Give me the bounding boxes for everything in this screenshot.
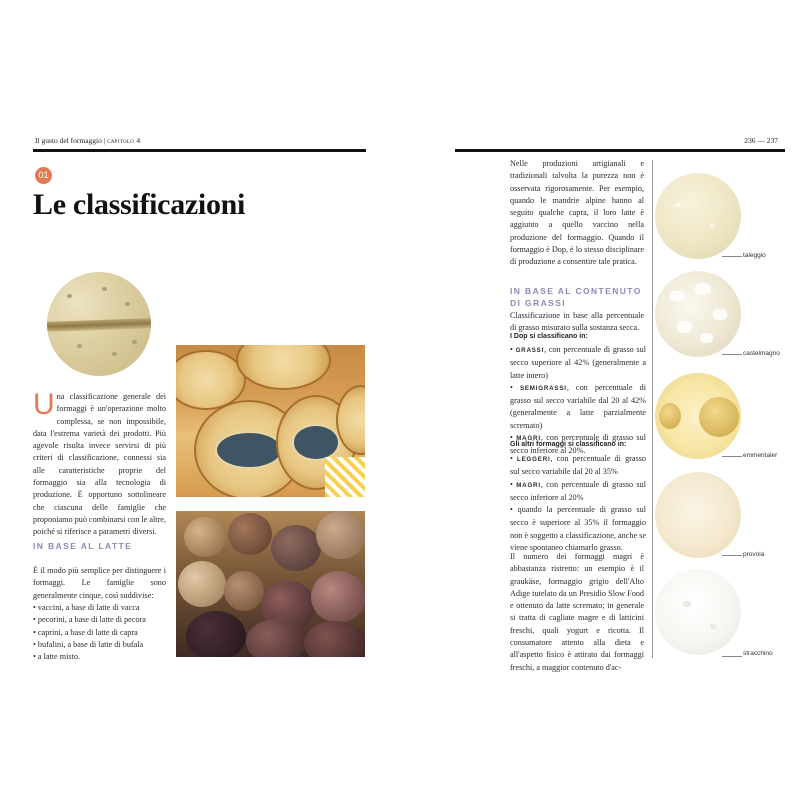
running-head-left [35, 136, 140, 145]
section-number-badge: 01 [35, 167, 52, 184]
chapter-label: capitolo 4 [107, 136, 141, 145]
emmentaler-image [655, 373, 741, 459]
list-item: • SEMIGRASSI, con percentuale di grasso sul secco variabile dal 20 al 42% (generalmente a latte parzialmente scremato) [510, 382, 646, 432]
header-separator: | [101, 136, 108, 145]
grassi-intro: Classificazione in base alla percentuale di grasso misurato sulla sostanza secca. [510, 311, 644, 333]
cheese-wheels-photo [176, 345, 365, 497]
sample-label-castelmagno: castelmagno [743, 350, 780, 357]
leader-line [722, 354, 742, 355]
sample-label-provola: provola [743, 551, 765, 558]
column-divider [652, 160, 653, 658]
header-rule-right [455, 149, 785, 152]
heading-grassi: IN BASE AL CONTENUTO DI GRASSI [510, 286, 642, 308]
list-item: • quando la percentuale di grasso sul secco è superiore al 35% il formaggio non è soggetto a classificazione, anche se viene spontaneo chiamarlo grasso. [510, 504, 646, 554]
list-item: • LEGGERI, con percentuale di grasso sul secco variabile dal 20 al 35% [510, 453, 646, 479]
sample-label-stracchino: stracchino [743, 650, 773, 657]
list-item: • a latte misto. [33, 651, 173, 663]
page-title: Le classificazioni [33, 188, 246, 221]
heading-latte: IN BASE AL LATTE [33, 541, 133, 551]
stracchino-image [655, 569, 741, 655]
leader-line [722, 656, 742, 657]
leader-line [722, 456, 742, 457]
closing-paragraph: Il numero dei formaggi magri è abbastanza ristretto: un esempio è il graukäse, formaggio grigio dell'Alto Adige tutelato da un Presidio Slow Food e ottenuto da latte scremato; in generale si tratta di cagliate magre e di latticini freschi, quali yogurt e ricotta. Il consumatore attento alla dieta e all'aspetto fisico è attirato dai formaggi freschi, a maggior contenuto d'ac- [510, 552, 644, 672]
header-rule-left [33, 149, 366, 152]
castelmagno-image [655, 271, 741, 357]
sample-label-emmentaler: emmentaler [743, 452, 778, 459]
list-item: • vaccini, a base di latte di vacca [33, 602, 173, 614]
latte-list [33, 602, 173, 663]
list-item: • bufalini, a base di latte di bufala [33, 639, 173, 651]
dop-heading: I Dop si classificano in: [510, 333, 588, 340]
aged-cheeses-photo [176, 511, 365, 657]
book-title: Il gusto del formaggio [35, 136, 102, 145]
list-item: • MAGRI, con percentuale di grasso sul secco inferiore al 20%. [510, 432, 646, 458]
drop-cap: U [33, 388, 55, 421]
list-item: • MAGRI, con percentuale di grasso sul secco inferiore al 20% [510, 479, 646, 505]
cheese-wedge-image [47, 272, 151, 376]
list-item: • pecorini, a base di latte di pecora [33, 614, 173, 626]
altri-list [510, 453, 646, 554]
purity-paragraph: Nelle produzioni artigianali e tradizionali talvolta la purezza non è osservata rigorosamente. Per esempio, quando le mandrie alpine hanno al seguito qualche capra, il loro latte è aggiunto a quello vaccino nella produzione del formaggio. Quando il formaggio è Dop, è lo stesso disciplinare di produzione a consentire tale pratica. [510, 159, 644, 267]
leader-line [722, 555, 742, 556]
list-item: • GRASSI, con percentuale di grasso sul secco superiore al 42% (generalmente a latte intero) [510, 344, 646, 382]
altri-heading: Gli altri formaggi si classificano in: [510, 441, 627, 448]
latte-intro: È il modo più semplice per distinguere i formaggi. Le famiglie sono generalmente cinque, così suddivise: [33, 566, 166, 600]
intro-paragraph [33, 388, 166, 539]
taleggio-image [655, 173, 741, 259]
sample-label-taleggio: taleggio [743, 252, 766, 259]
intro-text: na classificazione generale dei formaggi è un'operazione molto complessa, se non impossibile, data l'estrema varietà dei prodotti. Più agevole risulta invece servirsi di più criteri di classificazione, connessi sia alle caratteristiche proprie del formaggio sia alla tecnologia di produzione. È opportuno sottolineare che ciascuna delle famiglie che proponiamo può combinarsi con le altre, poiché si riferisce a parametri diversi. [33, 392, 166, 537]
page-numbers: 236 — 237 [744, 136, 778, 145]
leader-line [722, 256, 742, 257]
provola-image [655, 472, 741, 558]
list-item: • caprini, a base di latte di capra [33, 627, 173, 639]
